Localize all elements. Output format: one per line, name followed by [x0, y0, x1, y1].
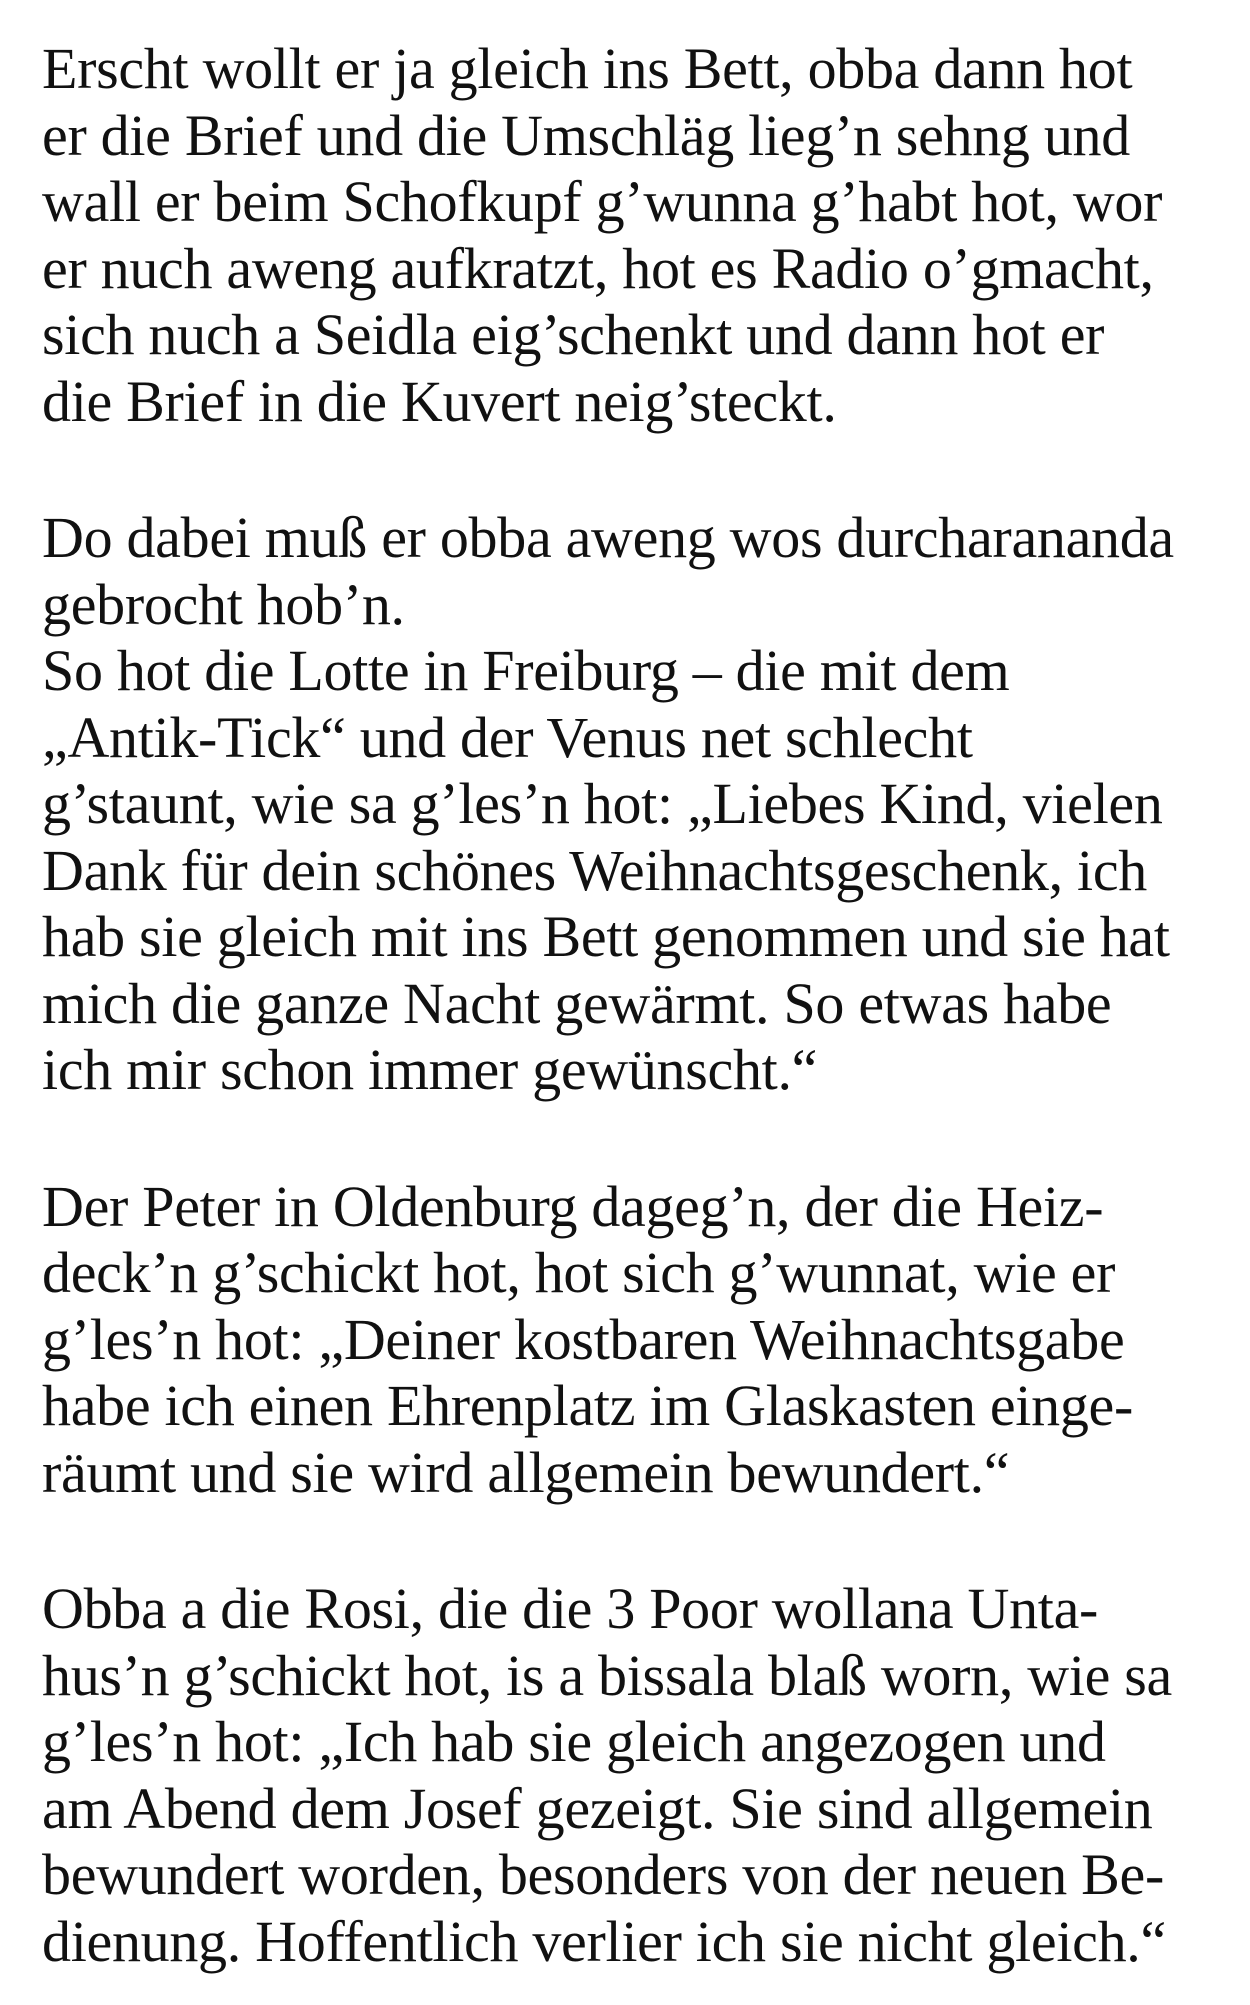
text-line: Erscht wollt er ja gleich ins Bett, obba dann hot	[42, 36, 1133, 101]
text-line: deck’n g’schickt hot, hot sich g’wunnat, wie er	[42, 1240, 1116, 1305]
paragraph-gap	[42, 1104, 1232, 1174]
text-line: Dank für dein schönes Weihnachtsgeschenk, ich	[42, 837, 1147, 903]
paragraph-gap	[42, 435, 1232, 505]
text-line: g’les’n hot: „Ich hab sie gleich angezogen und	[42, 1709, 1106, 1774]
text-line: er die Brief und die Umschläg lieg’n sehng und	[42, 102, 1130, 168]
paragraph-4	[42, 1576, 1232, 1975]
paragraph-3	[42, 1174, 1232, 1507]
text-line: Der Peter in Oldenburg dageg’n, der die Heiz-	[42, 1173, 1104, 1239]
text-line: die Brief in die Kuvert neig’steckt.	[42, 368, 837, 434]
text-line: bewundert worden, besonders von der neuen Be-	[42, 1842, 1164, 1907]
text-line: er nuch aweng aufkratzt, hot es Radio o’gmacht,	[42, 235, 1154, 301]
text-line: dienung. Hoffentlich verlier ich sie nicht gleich.“	[42, 1908, 1166, 1974]
paragraph-1	[42, 36, 1232, 435]
text-line: wall er beim Schofkupf g’wunna g’habt hot, wor	[42, 169, 1163, 234]
text-line: ich mir schon immer gewünscht.“	[42, 1037, 818, 1102]
text-line: gebrocht hob’n.	[42, 571, 405, 637]
text-line: g’les’n hot: „Deiner kostbaren Weihnachtsgabe	[42, 1306, 1125, 1372]
text-line: hus’n g’schickt hot, is a bissala blaß worn, wie sa	[42, 1642, 1173, 1708]
paragraph-gap	[42, 1506, 1232, 1576]
text-line: Obba a die Rosi, die die 3 Poor wollana Unta-	[42, 1576, 1099, 1641]
text-line: hab sie gleich mit ins Bett genommen und sie hat	[42, 904, 1170, 969]
text-line: Do dabei muß er obba aweng wos durcharananda	[42, 505, 1174, 570]
text-line: räumt und sie wird allgemein bewundert.“	[42, 1439, 1010, 1505]
text-line: am Abend dem Josef gezeigt. Sie sind allgemein	[42, 1775, 1153, 1841]
text-line: g’staunt, wie sa g’les’n hot: „Liebes Kind, vielen	[42, 771, 1163, 836]
text-line: sich nuch a Seidla eig’schenkt und dann hot er	[42, 302, 1105, 367]
text-line: habe ich einen Ehrenplatz im Glaskasten einge-	[42, 1373, 1133, 1438]
text-line: mich die ganze Nacht gewärmt. So etwas habe	[42, 970, 1112, 1036]
paragraph-2	[42, 505, 1232, 1104]
text-line: So hot die Lotte in Freiburg – die mit dem	[42, 638, 1010, 703]
text-block	[42, 36, 1232, 1975]
text-line: „Antik-Tick“ und der Venus net schlecht	[42, 704, 973, 770]
